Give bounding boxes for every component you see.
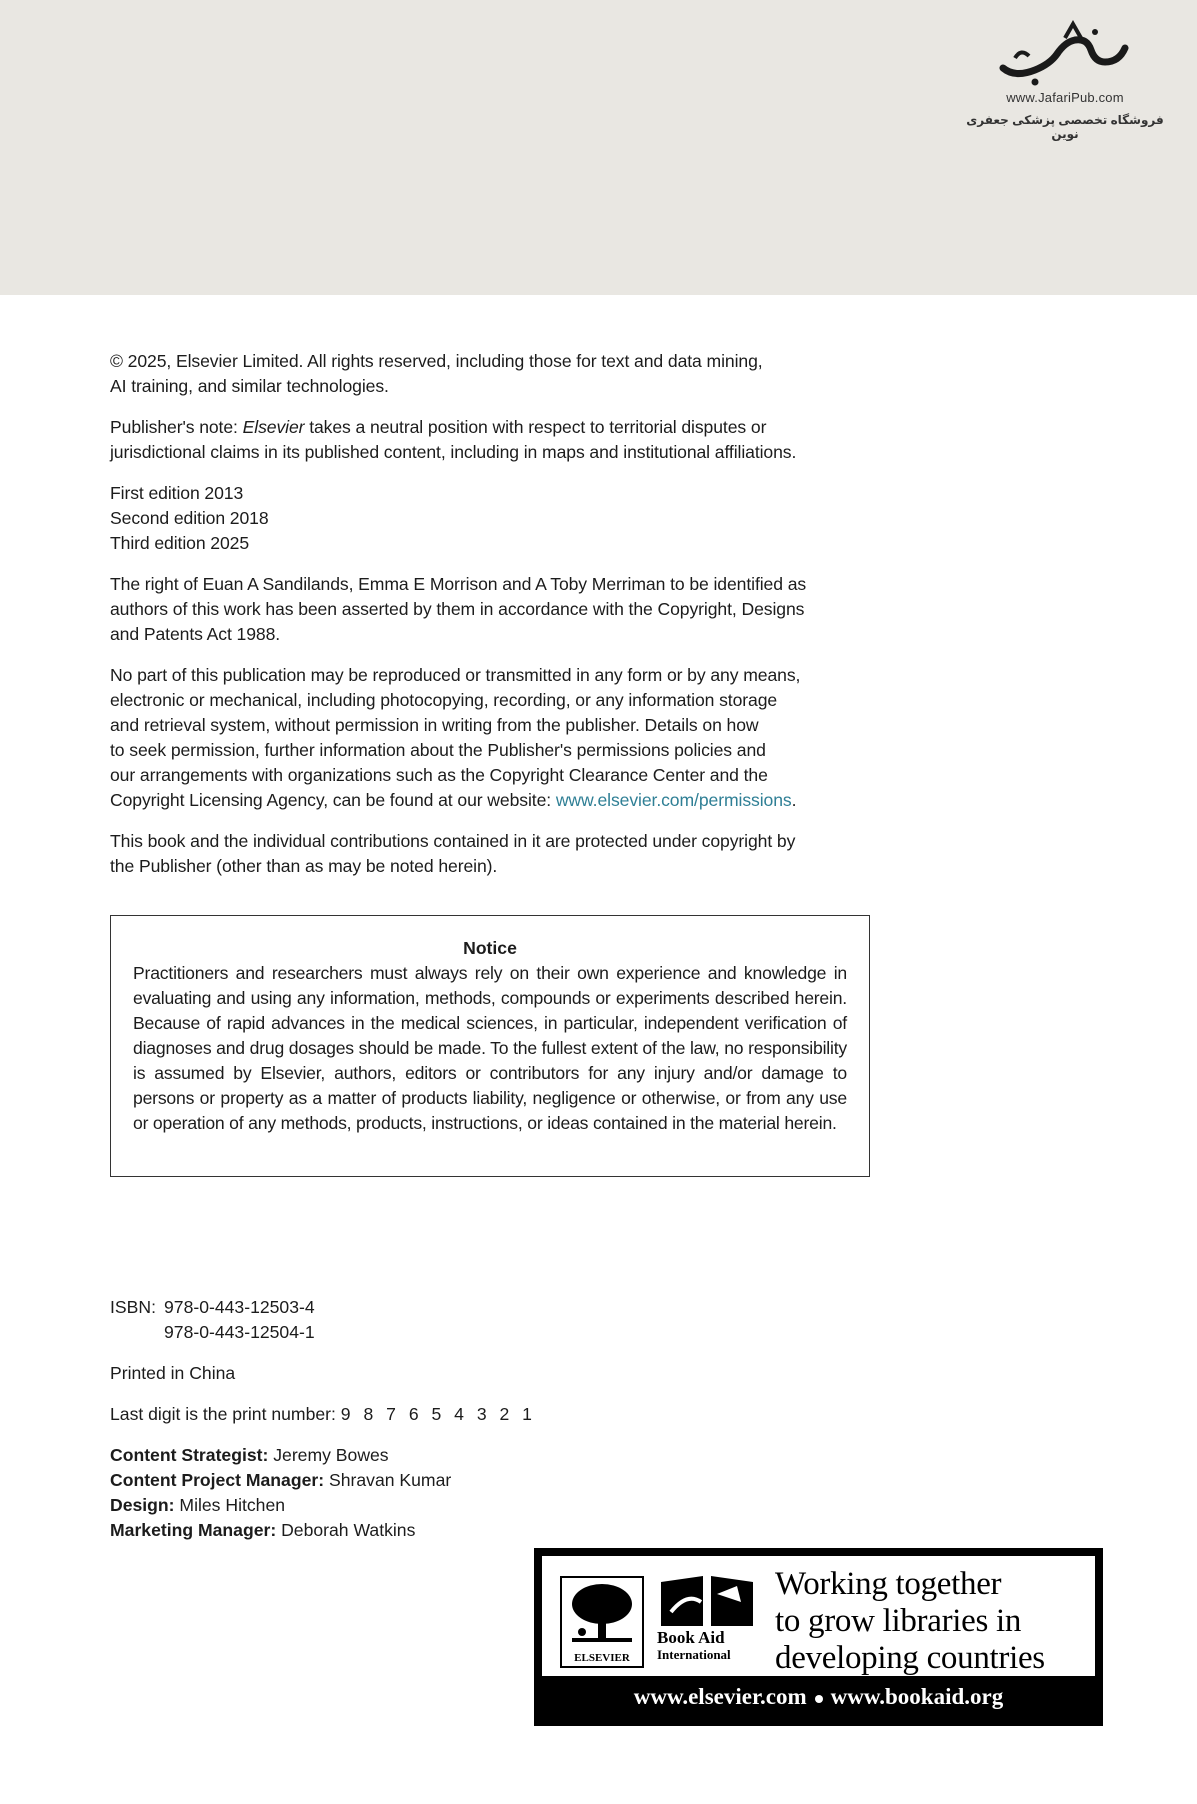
print-number-label: Last digit is the print number:	[110, 1404, 336, 1424]
copyright-paragraph	[110, 349, 880, 399]
credit-role: Marketing Manager:	[110, 1520, 277, 1540]
credit-name: Deborah Watkins	[276, 1520, 416, 1540]
rights-line: and Patents Act 1988.	[110, 624, 281, 644]
elsevier-logo	[560, 1576, 644, 1668]
permissions-paragraph	[110, 663, 880, 813]
jafaripub-logo[interactable]	[965, 18, 1165, 141]
elsevier-tree-icon	[562, 1578, 642, 1650]
permissions-line	[110, 788, 880, 813]
permissions-line: our arrangements with organizations such as the Copyright Clearance Center and the	[110, 765, 768, 785]
bookaid-urls	[534, 1684, 1103, 1710]
permissions-last-text: Copyright Licensing Agency, can be found at our website:	[110, 790, 556, 810]
bookaid-title: Book Aid	[657, 1628, 725, 1647]
edition-line: First edition 2013	[110, 483, 244, 503]
publisher-note-prefix: Publisher's note:	[110, 417, 243, 437]
isbn-row	[110, 1320, 710, 1345]
credit-role: Content Project Manager:	[110, 1470, 325, 1490]
edition-line: Second edition 2018	[110, 508, 269, 528]
bookaid-logo	[657, 1572, 757, 1672]
protection-line: This book and the individual contributions contained in it are protected under copyright by	[110, 831, 796, 851]
publisher-note-text: takes a neutral position with respect to territorial disputes or	[304, 417, 767, 437]
permissions-period: .	[791, 790, 797, 810]
notice-box	[110, 915, 870, 1177]
printed-in: Printed in China	[110, 1363, 236, 1383]
notice-title: Notice	[463, 938, 517, 958]
bookaid-banner	[534, 1548, 1103, 1726]
isbn-value: 978-0-443-12503-4	[164, 1297, 315, 1317]
isbn-value: 978-0-443-12504-1	[164, 1322, 315, 1342]
credit-line	[110, 1468, 710, 1493]
isbn-row	[110, 1295, 710, 1320]
credit-name: Shravan Kumar	[324, 1470, 452, 1490]
print-number	[110, 1402, 710, 1427]
permissions-link[interactable]: www.elsevier.com/permissions	[555, 790, 792, 810]
copyright-line: © 2025, Elsevier Limited. All rights reserved, including those for text and data mining,	[110, 351, 763, 371]
publisher-note-line: jurisdictional claims in its published content, including in maps and institutional affiliations.	[110, 442, 797, 462]
copyright-line: AI training, and similar technologies.	[110, 376, 389, 396]
credit-name: Jeremy Bowes	[268, 1445, 389, 1465]
bookaid-slogan	[775, 1566, 1095, 1677]
logo-tagline: فروشگاه تخصصی پزشکی جعفری نوین	[966, 113, 1164, 141]
bookaid-subtitle: International	[657, 1647, 731, 1662]
print-number-digits: 9 8 7 6 5 4 3 2 1	[340, 1404, 536, 1424]
credit-line	[110, 1493, 710, 1518]
elsevier-label: ELSEVIER	[574, 1652, 630, 1664]
credit-line	[110, 1443, 710, 1468]
edition-line: Third edition 2025	[110, 533, 250, 553]
bullet-icon	[815, 1695, 823, 1703]
credit-role: Design:	[110, 1495, 175, 1515]
slogan-line: Working together	[775, 1566, 1002, 1602]
isbn-label: ISBN:	[110, 1297, 156, 1317]
bookaid-banner-inner	[542, 1556, 1095, 1676]
permissions-line: electronic or mechanical, including photocopying, recording, or any information storage	[110, 690, 778, 710]
slogan-line: to grow libraries in	[775, 1603, 1022, 1639]
credit-role: Content Strategist:	[110, 1445, 269, 1465]
publication-details	[110, 1295, 710, 1543]
publisher-note-line	[110, 415, 880, 440]
notice-body: Practitioners and researchers must always rely on their own experience and knowledge in evaluating and using any information, methods, compounds or experiments described herein. Because of rapid advances in the medical sciences, in particular, independent verification of diagnoses and drug dosages should be made. To the fullest extent of the law, no responsibility is assumed by Elsevier, authors, editors or contributors for any injury and/or damage to persons or property as a matter of products liability, negligence or otherwise, or from any use or operation of any methods, products, instructions, or ideas contained in the material herein.	[133, 963, 847, 1133]
permissions-line: No part of this publication may be reproduced or transmitted in any form or by any means,	[110, 665, 801, 685]
rights-line: authors of this work has been asserted by them in accordance with the Copyright, Designs	[110, 599, 805, 619]
publisher-note	[110, 415, 880, 465]
elsevier-url-link[interactable]: www.elsevier.com	[633, 1684, 807, 1709]
bookaid-book-icon	[657, 1572, 757, 1628]
protection-line: the Publisher (other than as may be noted herein).	[110, 856, 498, 876]
copyright-content	[110, 349, 880, 895]
publisher-name: Elsevier	[242, 417, 305, 437]
credit-name: Miles Hitchen	[174, 1495, 286, 1515]
bookaid-url-link[interactable]: www.bookaid.org	[830, 1684, 1004, 1709]
permissions-line: to seek permission, further information about the Publisher's permissions policies and	[110, 740, 766, 760]
credit-line	[110, 1518, 710, 1543]
slogan-line: developing countries	[775, 1640, 1045, 1676]
protection-paragraph	[110, 829, 880, 879]
permissions-line: and retrieval system, without permission in writing from the publisher. Details on how	[110, 715, 759, 735]
logo-url: www.JafariPub.com	[1006, 90, 1124, 105]
editions	[110, 481, 880, 556]
jafaripub-logo-mark	[995, 18, 1135, 88]
author-rights	[110, 572, 880, 647]
bookaid-name	[657, 1630, 757, 1663]
rights-line: The right of Euan A Sandilands, Emma E Morrison and A Toby Merriman to be identified as	[110, 574, 807, 594]
